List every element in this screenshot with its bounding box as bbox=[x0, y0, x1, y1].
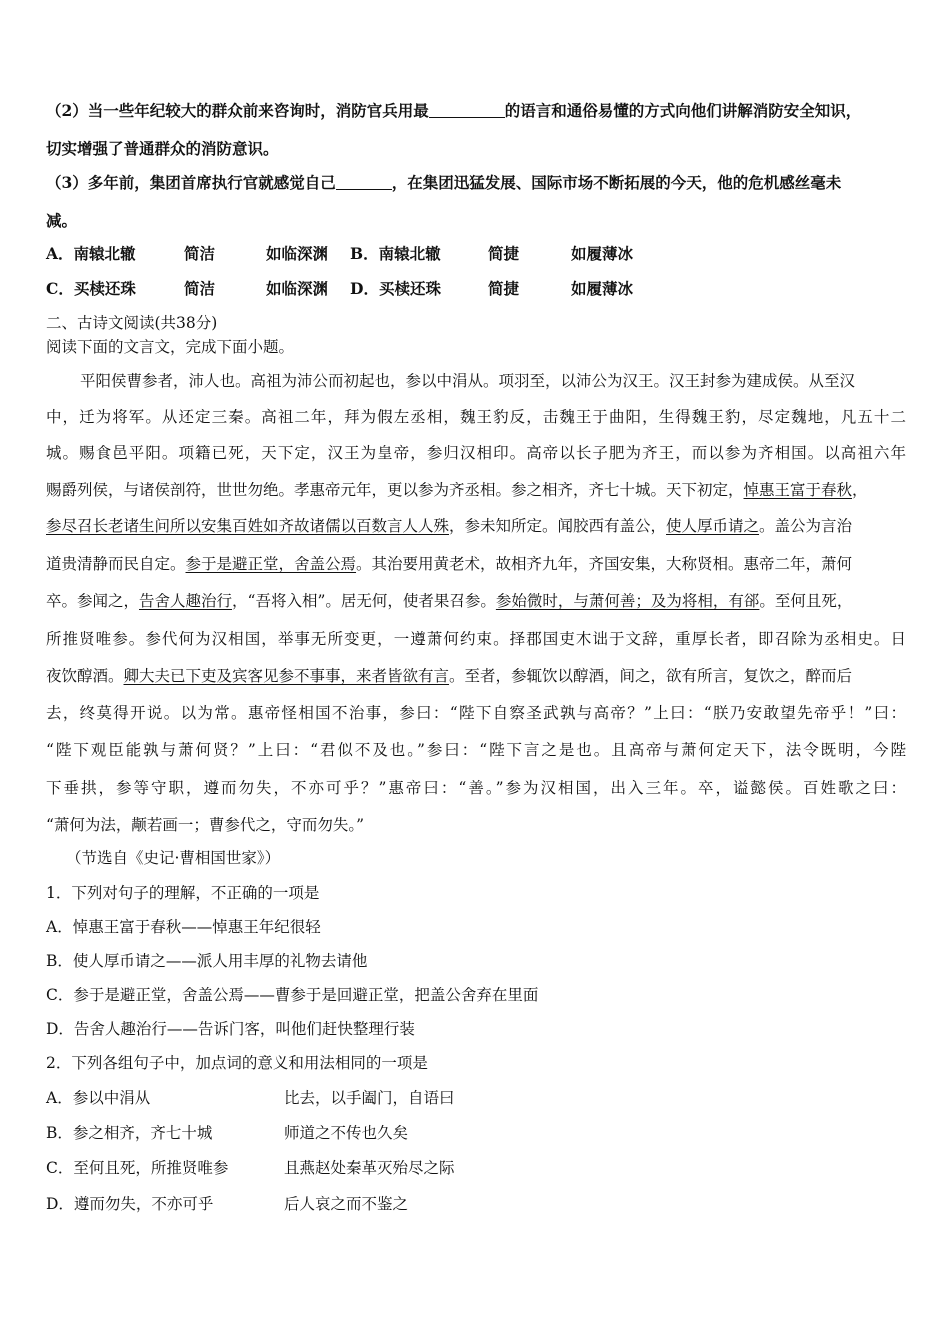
passage-line: 平阳侯曹参者，沛人也。高祖为沛公而初起也，参以中涓从。项羽至，以沛公为汉王。汉王封参为建成侯。从至汉 bbox=[80, 372, 856, 390]
underlined-sentence: 告舍人趣治行 bbox=[139, 592, 233, 610]
q-item-2-line2: 切实增强了普通群众的消防意识。 bbox=[46, 139, 279, 158]
underlined-sentence: 参于是避正堂，舍盖公焉 bbox=[185, 555, 357, 573]
section-intro: 阅读下面的文言文，完成下面小题。 bbox=[46, 338, 295, 356]
option-b-label[interactable]: B．南辕北辙 bbox=[350, 244, 441, 263]
passage-line: “陛下观臣能孰与萧何贤？”上曰：“君似不及也。”参曰：“陛下言之是也。且高帝与萧何定天下，法令既明，今陛 bbox=[46, 741, 906, 759]
underlined-sentence: 卿大夫已下吏及宾客见参不事事，来者皆欲有言 bbox=[123, 667, 450, 685]
question-1-stem: 1．下列对句子的理解，不正确的一项是 bbox=[46, 884, 320, 902]
option-a-word2: 简洁 bbox=[184, 244, 216, 263]
q2-option-d[interactable]: D．遵而勿失，不亦可乎 后人哀之而不鉴之 bbox=[46, 1195, 409, 1213]
q1-option-c[interactable]: C．参于是避正堂，舍盖公焉——曹参于是回避正堂，把盖公舍弃在里面 bbox=[46, 986, 539, 1004]
passage-line: 所推贤唯参。参代何为汉相国，举事无所变更，一遵萧何约束。择郡国吏木诎于文辞，重厚长者，即召除为丞相史。日 bbox=[46, 630, 906, 648]
underlined-sentence: 使人厚币请之 bbox=[666, 517, 760, 535]
q2-option-c[interactable]: C．至何且死，所推贤唯参 且燕赵处秦革灭殆尽之际 bbox=[46, 1159, 455, 1177]
underlined-sentence: 参始微时，与萧何善；及为将相，有郤 bbox=[495, 592, 760, 610]
q-item-2-line1: （2）当一些年纪较大的群众前来咨询时，消防官兵用最 的语言和通俗易懂的方式向他们讲解消防安全知识， bbox=[46, 101, 862, 120]
option-c-word3: 如临深渊 bbox=[266, 279, 329, 298]
q-item-3-line1: （3）多年前，集团首席执行官就感觉自己 ，在集团迅猛发展、国际市场不断拓展的今天，他的危机感丝毫未 bbox=[46, 173, 842, 192]
answer-blank[interactable] bbox=[429, 101, 505, 118]
option-c-label[interactable]: C．买椟还珠 bbox=[46, 279, 136, 298]
passage-line: 城。赐食邑平阳。项籍已死，天下定，汉王为皇帝，参归汉相印。高帝以长子肥为齐王，而以参为齐相国。以高祖六年 bbox=[46, 444, 906, 462]
option-c-word2: 简洁 bbox=[184, 279, 216, 298]
underlined-sentence: 参尽召长老诸生问所以安集百姓如齐故诸儒以百数言人人殊 bbox=[46, 517, 450, 535]
q2-option-a[interactable]: A．参以中涓从 比去，以手阖门，自语曰 bbox=[46, 1089, 455, 1107]
passage-source: （节选自《史记·曹相国世家》） bbox=[66, 849, 281, 867]
passage-line: 赐爵列侯，与诸侯剖符，世世勿绝。孝惠帝元年，更以参为齐丞相。参之相齐，齐七十城。天下初定，悼惠王富于春秋， bbox=[46, 481, 868, 499]
q1-option-a[interactable]: A．悼惠王富于春秋——悼惠王年纪很轻 bbox=[46, 918, 321, 936]
passage-line: 中，迁为将军。从还定三秦。高祖二年，拜为假左丞相，魏王豹反，击魏王于曲阳，生得魏王豹，尽定魏地，凡五十二 bbox=[46, 408, 906, 426]
passage-line: “萧何为法，颟若画一；曹参代之，守而勿失。” bbox=[46, 816, 365, 834]
passage-line: 下垂拱，参等守职，遵而勿失，不亦可乎？”惠帝曰：“善。”参为汉相国，出入三年。卒，谥懿侯。百姓歌之曰： bbox=[46, 779, 906, 797]
answer-blank[interactable] bbox=[336, 173, 392, 190]
option-d-word3: 如履薄冰 bbox=[571, 279, 634, 298]
q1-option-b[interactable]: B．使人厚币请之——派人用丰厚的礼物去请他 bbox=[46, 952, 368, 970]
option-a-word3: 如临深渊 bbox=[266, 244, 329, 263]
option-b-word2: 简捷 bbox=[488, 244, 520, 263]
passage-line: 道贵清静而民自定。参于是避正堂，舍盖公焉。其治要用黄老术，故相齐九年，齐国安集，大称贤相。惠帝二年，萧何 bbox=[46, 555, 853, 573]
passage-line: 去，终莫得开说。以为常。惠帝怪相国不治事，参曰：“陛下自察圣武孰与高帝？”上曰：“朕乃安敢望先帝乎！”曰： bbox=[46, 704, 906, 722]
option-d-word2: 简捷 bbox=[488, 279, 520, 298]
question-2-stem: 2．下列各组句子中，加点词的意义和用法相同的一项是 bbox=[46, 1054, 428, 1072]
q-item-3-line2: 减。 bbox=[46, 211, 78, 230]
option-a-label[interactable]: A．南辕北辙 bbox=[46, 244, 136, 263]
section-heading: 二、古诗文阅读(共38分) bbox=[46, 314, 218, 332]
q1-option-d[interactable]: D．告舍人趣治行——告诉门客，叫他们赶快整理行装 bbox=[46, 1020, 415, 1038]
passage-line: 参尽召长老诸生问所以安集百姓如齐故诸儒以百数言人人殊，参未知所定。闻胶西有盖公，使人厚币请之。盖公为言治 bbox=[46, 517, 853, 535]
passage-line: 卒。参闻之，告舍人趣治行，“吾将入相”。居无何，使者果召参。参始微时，与萧何善；及为将相，有郤。至何且死， bbox=[46, 592, 853, 610]
option-b-word3: 如履薄冰 bbox=[571, 244, 634, 263]
passage-line: 夜饮醇酒。卿大夫已下吏及宾客见参不事事，来者皆欲有言。至者，参辄饮以醇酒，间之，欲有所言，复饮之，醉而后 bbox=[46, 667, 853, 685]
q2-option-b[interactable]: B．参之相齐，齐七十城 师道之不传也久矣 bbox=[46, 1124, 409, 1142]
underlined-sentence: 悼惠王富于春秋 bbox=[743, 481, 853, 499]
option-d-label[interactable]: D．买椟还珠 bbox=[350, 279, 441, 298]
